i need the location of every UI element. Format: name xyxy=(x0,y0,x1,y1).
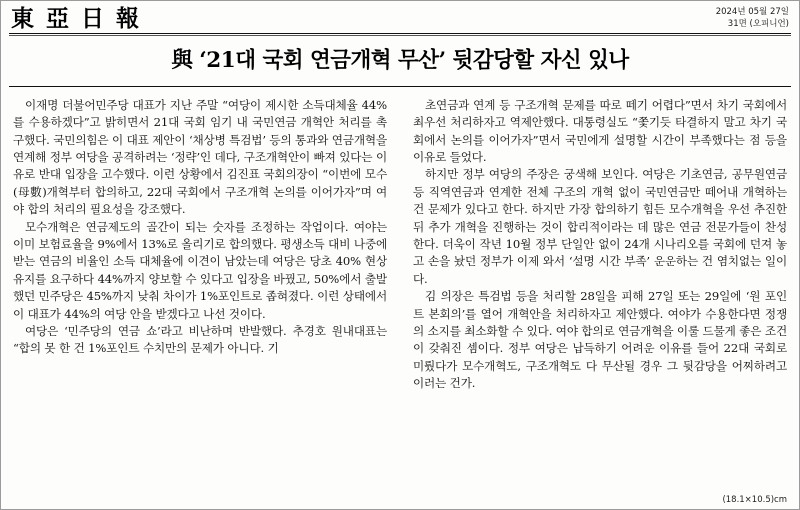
clipping-size-note: (18.1×10.5)cm xyxy=(722,495,787,505)
page-section-info: 31면 (오피니언) xyxy=(727,19,789,29)
paragraph: 김 의장은 특검법 등을 처리할 28일을 피해 27일 또는 29일에 ‘원 포인트 본회의’를 열어 개혁안을 처리하자고 제안했다. 여야가 수용한다면 정쟁의 소지를 최소화할 수 있다. 여야 합의로 연금개혁을 이룰 드물게 좋은 조건이 갖춰진 셈이다. 정부 여당은 납득하기 어려운 이유를 들어 22대 국회로 미뤘다가 모수개혁도, 구조개혁도 다 무산될 경우 그 뒷감당을 어찌하려고 이러는 건가. xyxy=(413,289,787,391)
masthead-meta xyxy=(716,6,789,30)
article-column-right xyxy=(400,97,787,393)
paragraph: 초연금과 연계 등 구조개혁 문제를 따로 떼기 어렵다”면서 차기 국회에서 최우선 처리하자고 역제안했다. 대통령실도 “쫓기듯 타결하지 말고 차기 국회에서 논의를 이어가자”면서 국민에게 설명할 시간이 부족했다는 점 등을 이유로 들었다. xyxy=(413,97,787,165)
paragraph: 하지만 정부 여당의 주장은 궁색해 보인다. 여당은 기초연금, 공무원연금 등 직역연금과 연계한 전체 구조의 개혁 없이 국민연금만 떼어내 개혁하는 건 문제가 있다고 한다. 하지만 가장 합의하기 힘든 모수개혁을 우선 추진한 뒤 추가 개혁을 진행하는 것이 합리적이라는 데 많은 연금 전문가들이 찬성한다. 더욱이 작년 10월 정부 단일안 없이 24개 시나리오를 국회에 던져 놓고 손을 놨던 정부가 이제 와서 ‘설명 시간 부족’ 운운하는 건 염치없는 일이다. xyxy=(413,167,787,286)
publication-date: 2024년 05월 27일 xyxy=(715,7,789,17)
article-columns xyxy=(13,97,787,393)
paragraph: 이재명 더불어민주당 대표가 지난 주말 “여당이 제시한 소득대체율 44%를 수용하겠다”고 밝히면서 21대 국회 임기 내 국민연금 개혁안 처리를 촉구했다. 국민의힘은 이 대표 제안이 ‘채상병 특검법’ 등의 통과와 연금개혁을 연계해 정부 여당을 공격하려는 ‘정략’인 데다, 구조개혁안이 빠져 있다는 이유로 반대 입장을 고수했다. 이런 상황에서 김진표 국회의장이 “이번에 모수(母數)개혁부터 합의하고, 22대 국회에서 구조개혁 논의를 이어가자”며 여야 합의 처리의 필요성을 강조했다. xyxy=(13,97,387,217)
paragraph: 여당은 ‘민주당의 연금 쇼’라고 비난하며 반발했다. 추경호 원내대표는 “합의 못 한 건 1%포인트 수치만의 문제가 아니다. 기 xyxy=(13,324,387,356)
masthead-logo: 東 亞 日 報 xyxy=(11,5,142,32)
masthead-divider xyxy=(9,33,791,34)
page-title: 與 ‘21대 국회 연금개혁 무산’ 뒷감당할 자신 있나 xyxy=(171,48,629,73)
article-column-left xyxy=(13,97,400,393)
masthead xyxy=(1,1,799,31)
paragraph: 모수개혁은 연금제도의 골간이 되는 숫자를 조정하는 작업이다. 여야는 이미 보험료율을 9%에서 13%로 올리기로 합의했다. 평생소득 대비 나중에 받는 연금의 비율인 소득 대체율에 이견이 남았는데 여당은 당초 40% 현상 유지를 요구하다 44%까지 양보할 수 있다고 입장을 바꿨고, 50%에서 출발했던 민주당은 45%까지 낮춰 차이가 1%포인트로 좁혀졌다. 이런 상태에서 이 대표가 44%의 여당 안을 받겠다고 나선 것이다. xyxy=(13,219,387,321)
article-body xyxy=(1,87,799,393)
